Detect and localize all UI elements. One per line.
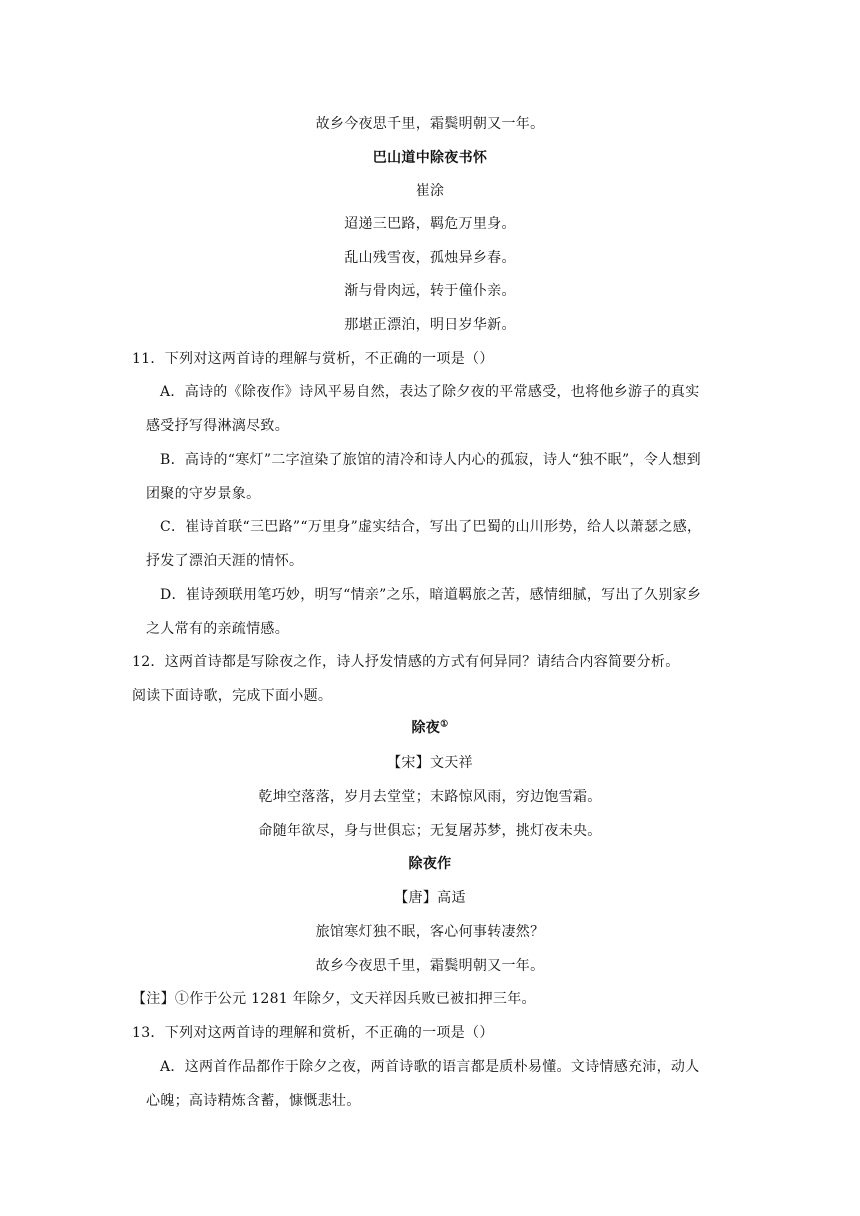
- poem-line: 故乡今夜思千里，霜鬓明朝又一年。: [315, 958, 545, 974]
- poem-line: 故乡今夜思千里，霜鬓明朝又一年。: [315, 116, 545, 132]
- footnote: 【注】①作于公元 1281 年除夕，文天祥因兵败已被扣押三年。: [132, 991, 536, 1007]
- poem-title: 除夜①: [411, 719, 449, 736]
- poem-title: 巴山道中除夜书怀: [372, 150, 488, 166]
- poem-line: 那堪正漂泊，明日岁华新。: [344, 317, 516, 333]
- option-a-line1: A．高诗的《除夜作》诗风平易自然，表达了除夕夜的平常感受，也将他乡游子的真实: [160, 384, 700, 400]
- question-11-stem: 11．下列对这两首诗的理解与赏析，不正确的一项是（）: [132, 351, 494, 367]
- poem-line: 乾坤空落落，岁月去堂堂；末路惊风雨，穷边饱雪霜。: [258, 789, 602, 805]
- option-b-line2: 团聚的守岁景象。: [146, 486, 261, 502]
- option-d-line1: D．崔诗颈联用笔巧妙，明写“情亲”之乐，暗道羁旅之苦，感情细腻，写出了久别家乡: [160, 587, 702, 603]
- footnote-mark: ①: [440, 719, 449, 730]
- option-a-line2: 感受抒写得淋漓尽致。: [146, 418, 289, 434]
- poem-title: 除夜作: [408, 856, 452, 872]
- poem-line: 乱山残雪夜，孤烛异乡春。: [344, 250, 516, 266]
- poem-author: 崔涂: [415, 183, 445, 199]
- poem-author: 【唐】高适: [394, 890, 466, 906]
- question-13-stem: 13．下列对这两首诗的理解和赏析，不正确的一项是（）: [132, 1025, 494, 1041]
- poem-line: 旅馆寒灯独不眠，客心何事转凄然？: [315, 924, 545, 940]
- option-d-line2: 之人常有的亲疏情感。: [146, 621, 289, 637]
- poem-line: 迢递三巴路，羁危万里身。: [344, 216, 516, 232]
- option-b-line1: B．高诗的“寒灯”二字渲染了旅馆的清冷和诗人内心的孤寂，诗人“独不眠”，令人想到: [160, 452, 701, 468]
- poem-line: 渐与骨肉远，转于僮仆亲。: [344, 283, 516, 299]
- reading-instruction: 阅读下面诗歌，完成下面小题。: [132, 688, 333, 704]
- question-12-stem: 12．这两首诗都是写除夜之作，诗人抒发情感的方式有何异同？请结合内容简要分析。: [132, 654, 680, 670]
- poem-line: 命随年欲尽，身与世俱忘；无复屠苏梦，挑灯夜未央。: [258, 823, 602, 839]
- poem-author: 【宋】文天祥: [387, 755, 473, 771]
- option-a-line2: 心魄；高诗精炼含蓄，慷慨悲壮。: [146, 1093, 361, 1109]
- option-c-line2: 抒发了漂泊天涯的情怀。: [146, 553, 304, 569]
- option-c-line1: C．崔诗首联“三巴路”“万里身”虚实结合，写出了巴蜀的山川形势，给人以萧瑟之感，: [160, 519, 702, 535]
- option-a-line1: A．这两首作品都作于除夕之夜，两首诗歌的语言都是质朴易懂。文诗情感充沛，动人: [160, 1059, 700, 1075]
